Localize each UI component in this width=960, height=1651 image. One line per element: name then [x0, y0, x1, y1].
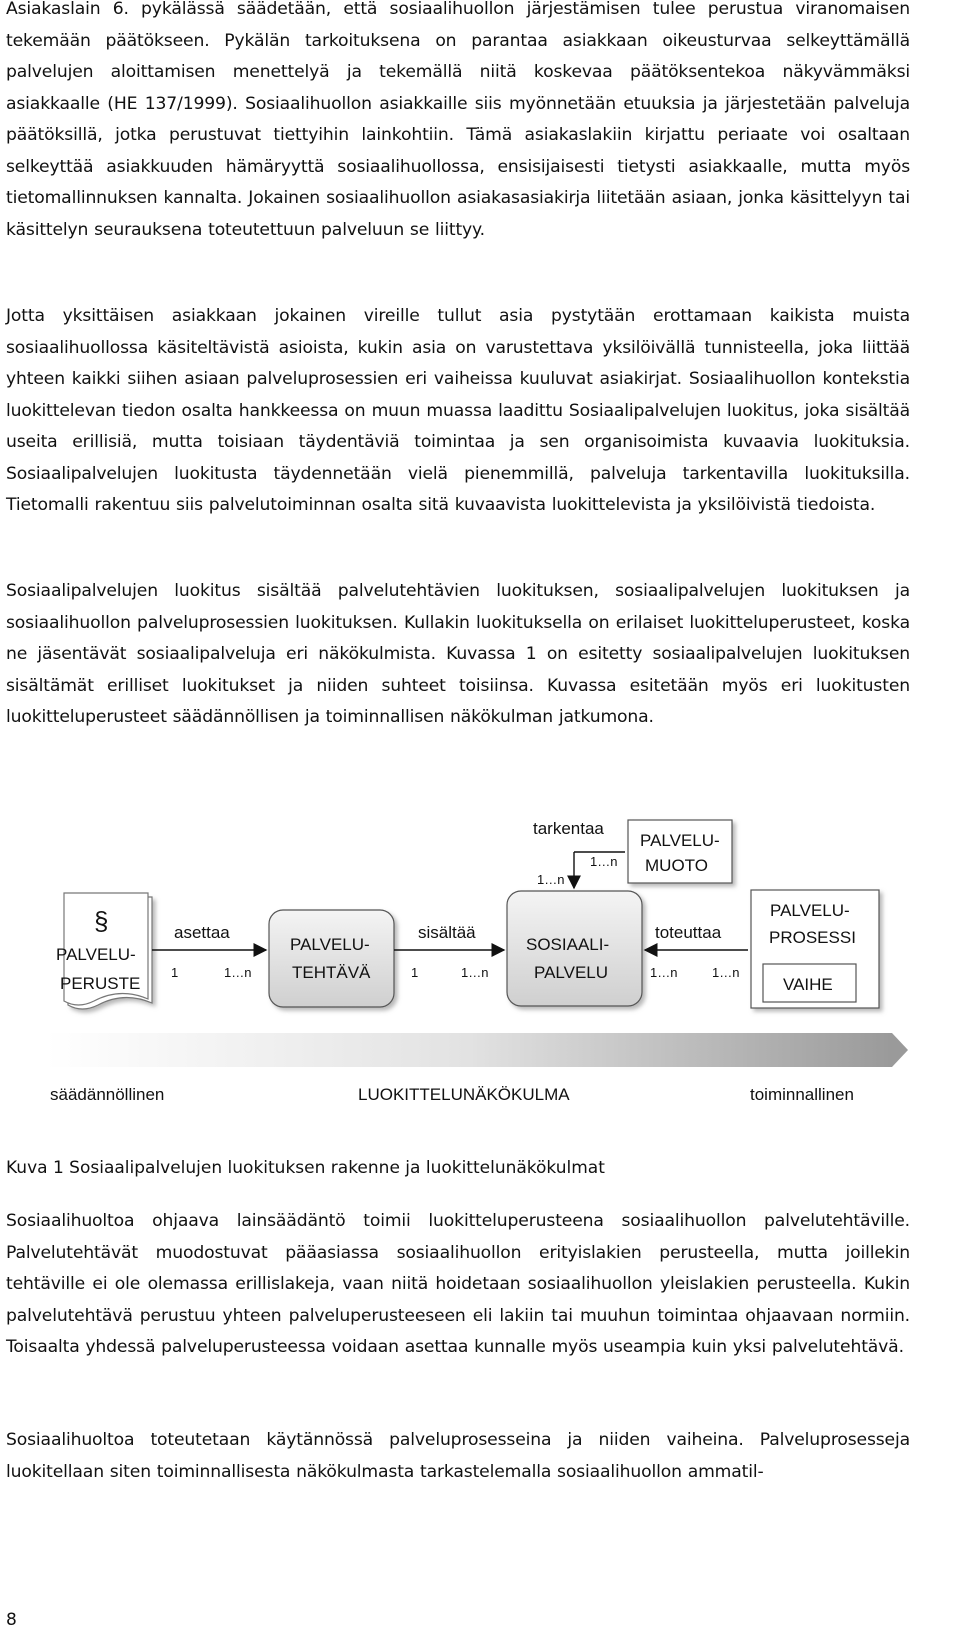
axis-right-label: toiminnallinen — [750, 1085, 854, 1104]
palvelutehtava-box — [269, 910, 394, 1007]
axis-center-label: LUOKITTELUNÄKÖKULMA — [358, 1085, 570, 1104]
paragraph-5: Sosiaalihuoltoa toteutetaan käytännössä palveluprosesseina ja niiden vaiheina. Palveluprosesseja luokitellaan siten toiminnallisesta näkökulmasta tarkastelemalla sosiaalihuollon ammatil- — [6, 1430, 910, 1482]
rel-sisaltaa-label: sisältää — [418, 923, 476, 942]
svg-text:PALVELU-: PALVELU- — [770, 901, 850, 920]
svg-text:MUOTO: MUOTO — [645, 856, 708, 875]
rel-asettaa-label: asettaa — [174, 923, 230, 942]
svg-text:TEHTÄVÄ: TEHTÄVÄ — [292, 963, 371, 982]
svg-text:1…n: 1…n — [590, 854, 618, 869]
paragraph-3: Sosiaalipalvelujen luokitus sisältää palvelutehtävien luokituksen, sosiaalipalvelujen luokituksen ja sosiaalihuollon palveluprosessien luokituksen. Kullakin luokituksella on erilaiset luokitteluperusteet, koska ne jäsentävät sosiaalipalveluja eri näkökulmista. Kuvassa 1 on esitetty sosiaalipalvelujen luokituksen sisältämät erilliset luokitukset ja niiden suhteet toisiinsa. Kuvassa esitetään myös eri luokitusten luokitteluperusteet säädännöllisen ja toiminnallisen näkökulman jatkumona. — [6, 581, 910, 727]
svg-text:PALVELU-: PALVELU- — [640, 831, 720, 850]
paragraph-symbol-icon: § — [94, 906, 109, 936]
svg-text:1…n: 1…n — [650, 965, 678, 980]
svg-text:SOSIAALI-: SOSIAALI- — [526, 935, 610, 954]
palveluperuste-label-2: PERUSTE — [60, 974, 141, 993]
rel-toteuttaa-label: toteuttaa — [655, 923, 722, 942]
classification-diagram — [28, 805, 908, 1125]
svg-text:1: 1 — [411, 965, 419, 980]
palveluprosessi-box — [751, 890, 879, 1008]
axis-band — [46, 1033, 892, 1067]
page-number: 8 — [6, 1610, 17, 1630]
palvelumuoto-box — [628, 820, 732, 883]
rel-tarkentaa-label: tarkentaa — [533, 819, 604, 838]
svg-text:1…n: 1…n — [712, 965, 740, 980]
paragraph-4: Sosiaalihuoltoa ohjaava lainsäädäntö toimii luokitteluperusteena sosiaalihuollon palvelutehtäville. Palvelutehtävät muodostuvat pääasiassa sosiaalihuollon erityislakien perusteella, mutta joillekin tehtäville ei ole olemassa erillislakeja, vaan niitä hoidetaan sosiaalihuollon yleislakien perusteella. Kukin palvelutehtävä perustuu yhteen palveluperusteeseen eli lakiin tai muuhun toimintaa ohjaavaan normiin. Toisaalta yhdessä palveluperusteessa voidaan asettaa kunnalle myös useampia kuin yksi palvelutehtävä. — [6, 1211, 910, 1357]
palveluperuste-document — [56, 893, 152, 1009]
svg-text:PALVELU-: PALVELU- — [290, 935, 370, 954]
svg-text:1…n: 1…n — [224, 965, 252, 980]
sosiaalipalvelu-box — [507, 891, 642, 1006]
vaihe-box: VAIHE — [783, 975, 833, 994]
axis-left-label: säädännöllinen — [50, 1085, 165, 1104]
svg-text:PROSESSI: PROSESSI — [769, 928, 856, 947]
palveluperuste-label-1: PALVELU- — [56, 945, 136, 964]
svg-text:1: 1 — [171, 965, 179, 980]
svg-text:1…n: 1…n — [461, 965, 489, 980]
paragraph-2: Jotta yksittäisen asiakkaan jokainen vireille tullut asia pystytään erottamaan kaikista muista sosiaalihuollossa käsiteltävistä asioista, kukin asia on varustettava yksilöivällä tunnisteella, joka liittää yhteen kaikki siihen asiaan palveluprosessien eri vaiheissa kuuluvat asiakirjat. Sosiaalihuollon kontekstia luokittelevan tiedon osalta hankkeessa on muun muassa laadittu Sosiaalipalvelujen luokitus, joka sisältää useita erillisiä, mutta toisiaan täydentäviä toimintaa ja sen organisoimista kuvaavia luokituksia. Sosiaalipalvelujen luokitusta täydennetään vielä pienemmillä, palveluja tarkentavilla luokituksilla. Tietomalli rakentuu siis palvelutoiminnan osalta sitä kuvaavista luokittelevista ja yksilöivistä tiedoista. — [6, 306, 910, 515]
svg-text:PALVELU: PALVELU — [534, 963, 609, 982]
figure-caption: Kuva 1 Sosiaalipalvelujen luokituksen rakenne ja luokittelunäkökulmat — [6, 1158, 605, 1178]
svg-text:1…n: 1…n — [537, 872, 565, 887]
paragraph-1: Asiakaslain 6. pykälässä säädetään, että sosiaalihuollon järjestämisen tulee perustua viranomaisen tekemään päätökseen. Pykälän tarkoituksena on parantaa asiakkaan oikeusturvaa selkeyttämällä palvelujen aloittamisen menettelyä ja tekemällä niitä koskevaa päätöksentekoa näkyvämmäksi asiakkaalle (HE 137/1999). Sosiaalihuollon asiakkaille siis myönnetään etuuksia ja järjestetään palveluja päätöksillä, jotka perustuvat tiettyihin lainkohtiin. Tämä asiakaslakiin kirjattu periaate voi osaltaan selkeyttää asiakkuuden hämäryyttä sosiaalihuollossa, ensisijaisesti tietysti asiakkaalle, mutta myös tietomallinnuksen kannalta. Jokainen sosiaalihuollon asiakasasiakirja liitetään asiaan, jonka käsittelyyn tai käsittelyn seurauksena toteutettuun palveluun se liittyy. — [6, 0, 910, 240]
